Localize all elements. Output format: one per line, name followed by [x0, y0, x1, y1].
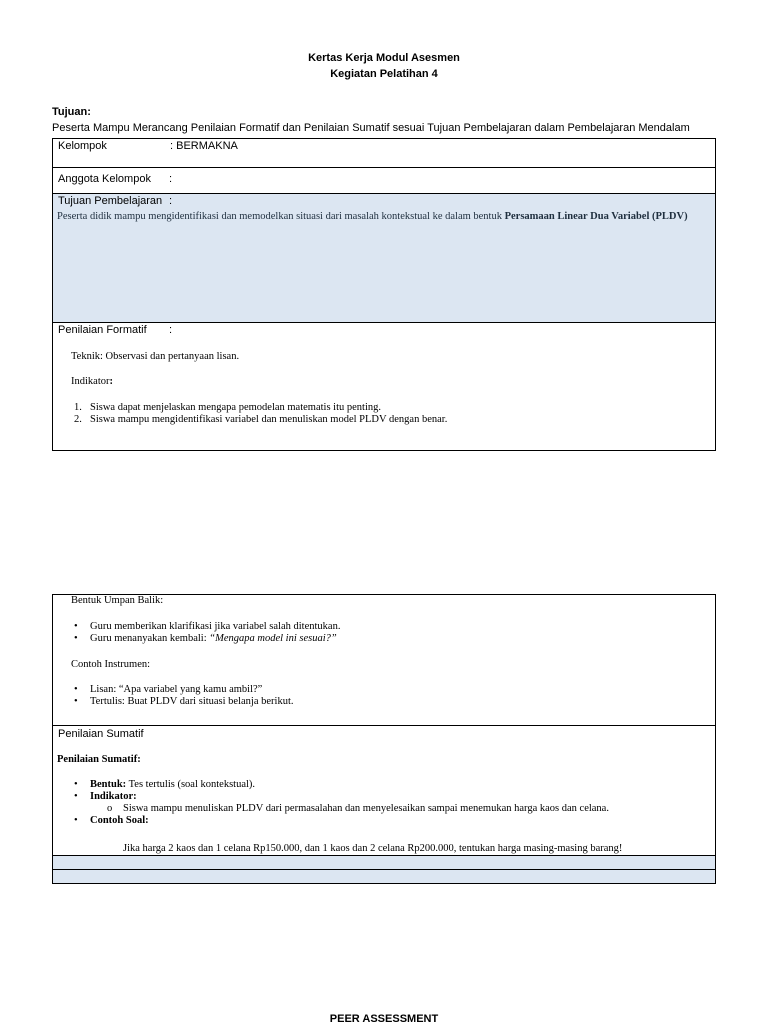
tp-colon: : [169, 195, 173, 207]
indikator-list [74, 402, 448, 426]
group-info-table [52, 138, 716, 451]
list-item: • Tertulis: Buat PLDV dari situasi belanja berikut. [74, 696, 294, 707]
umpan-balik-label: Bentuk Umpan Balik: [71, 595, 164, 606]
document-subtitle: Kegiatan Pelatihan 4 [330, 68, 438, 80]
list-item: • Contoh Soal: [74, 815, 149, 826]
blank-row [53, 869, 715, 883]
sub-list-item: o Siswa mampu menuliskan PLDV dari permasalahan dan menyelesaikan sampai menemukan harga kaos dan celana. [107, 803, 609, 814]
umpan-balik-row [53, 595, 715, 725]
formatif-colon: : [169, 324, 173, 336]
umpan-balik-list [74, 621, 341, 645]
sumatif-label: Penilaian Sumatif [58, 728, 144, 740]
document-title: Kertas Kerja Modul Asesmen [308, 52, 460, 64]
list-item: • Indikator: [74, 791, 137, 802]
assessment-detail-table [52, 594, 716, 884]
tp-label: Tujuan Pembelajaran [58, 195, 163, 207]
anggota-label: Anggota Kelompok [58, 173, 151, 185]
tujuan-pembelajaran-row [53, 193, 715, 322]
kelompok-value: : BERMAKNA [170, 140, 238, 152]
tp-text-regular: Peserta didik mampu mengidentifikasi dan memodelkan situasi dari masalah kontekstual ke dalam bentuk [57, 211, 502, 222]
kelompok-row [53, 139, 715, 167]
contoh-instrumen-label: Contoh Instrumen: [71, 659, 151, 670]
penilaian-sumatif-row [53, 725, 715, 855]
tp-text-bold: Persamaan Linear Dua Variabel (PLDV) [504, 211, 688, 222]
anggota-colon: : [169, 173, 173, 185]
soal-text: Jika harga 2 kaos dan 1 celana Rp150.000, dan 1 kaos dan 2 celana Rp200.000, tentukan harga masing-masing barang! [123, 843, 623, 854]
kelompok-label: Kelompok [58, 140, 107, 152]
list-item: • Bentuk: Tes tertulis (soal kontekstual). [74, 779, 256, 790]
list-item: 1. Siswa dapat menjelaskan mengapa pemodelan matematis itu penting. [74, 402, 382, 413]
contoh-instrumen-list [74, 684, 294, 708]
list-item: 2. Siswa mampu mengidentifikasi variabel dan menuliskan model PLDV dengan benar. [74, 414, 448, 425]
penilaian-formatif-row [53, 322, 715, 450]
indikator-label: Indikator: [71, 376, 113, 387]
tujuan-text: Peserta Mampu Merancang Penilaian Formatif dan Penilaian Sumatif sesuai Tujuan Pembelajaran dalam Pembelajaran Mendalam [52, 122, 690, 134]
peer-assessment-heading: PEER ASSESSMENT [329, 1013, 439, 1025]
anggota-row [53, 167, 715, 193]
blank-row [53, 855, 715, 869]
tujuan-label: Tujuan: [52, 106, 91, 118]
list-item: • Guru memberikan klarifikasi jika variabel salah ditentukan. [74, 621, 341, 632]
formatif-label: Penilaian Formatif [58, 324, 147, 336]
tp-text [57, 211, 713, 223]
list-item: • Lisan: “Apa variabel yang kamu ambil?” [74, 684, 263, 695]
teknik-text: Teknik: Observasi dan pertanyaan lisan. [71, 351, 240, 362]
list-item: • Guru menanyakan kembali: “Mengapa model ini sesuai?” [74, 633, 337, 644]
sumatif-list [74, 779, 609, 827]
sumatif-heading: Penilaian Sumatif: [57, 754, 141, 765]
